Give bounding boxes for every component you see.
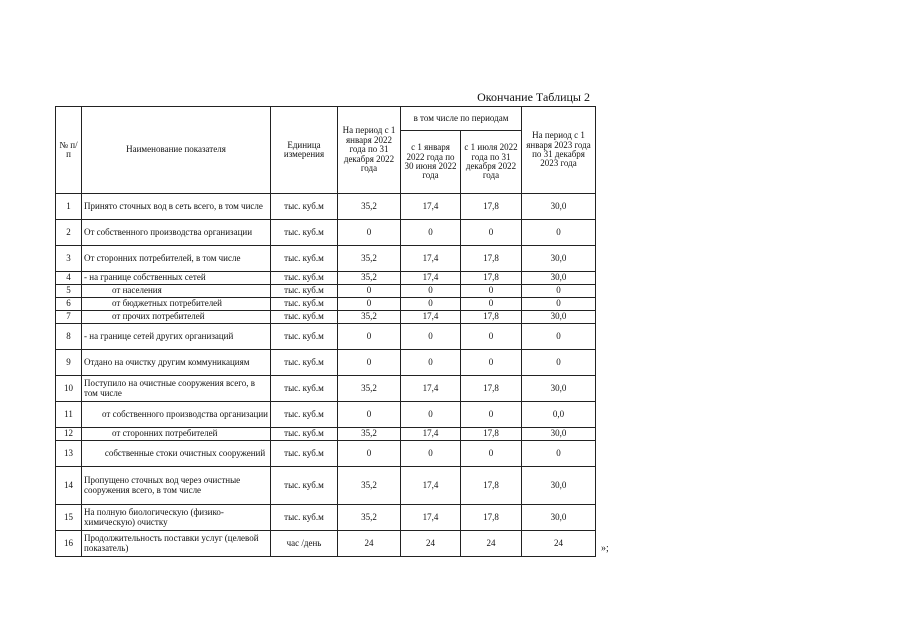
row-number: 14 — [56, 467, 82, 505]
col-header-h2-2022: с 1 июля 2022 года по 31 декабря 2022 года — [461, 131, 522, 194]
row-value-2022: 35,2 — [338, 246, 401, 272]
table-row — [56, 324, 596, 350]
row-value-h2-2022: 17,8 — [461, 194, 522, 220]
row-unit: тыс. куб.м — [271, 272, 338, 285]
table-caption: Окончание Таблицы 2 — [477, 90, 590, 104]
col-header-num: № п/п — [56, 107, 82, 194]
col-header-period-2023: На период с 1 января 2023 года по 31 декабря 2023 года — [522, 107, 596, 194]
row-value-2023: 0 — [522, 285, 596, 298]
row-value-h1-2022: 17,4 — [401, 246, 461, 272]
row-value-h2-2022: 17,8 — [461, 505, 522, 531]
row-value-h1-2022: 0 — [401, 285, 461, 298]
row-indicator-name: От собственного производства организации — [82, 220, 271, 246]
row-value-2023: 30,0 — [522, 505, 596, 531]
row-unit: тыс. куб.м — [271, 441, 338, 467]
row-indicator-name: от собственного производства организации — [82, 402, 271, 428]
row-value-h2-2022: 17,8 — [461, 311, 522, 324]
row-value-h1-2022: 17,4 — [401, 505, 461, 531]
table-row — [56, 246, 596, 272]
row-value-2022: 24 — [338, 531, 401, 557]
row-indicator-name: - на границе сетей других организаций — [82, 324, 271, 350]
row-indicator-name: От сторонних потребителей, в том числе — [82, 246, 271, 272]
row-unit: час /день — [271, 531, 338, 557]
row-unit: тыс. куб.м — [271, 376, 338, 402]
row-value-h1-2022: 17,4 — [401, 311, 461, 324]
row-value-h1-2022: 0 — [401, 220, 461, 246]
row-indicator-name: Принято сточных вод в сеть всего, в том числе — [82, 194, 271, 220]
row-value-2023: 30,0 — [522, 311, 596, 324]
row-unit: тыс. куб.м — [271, 285, 338, 298]
row-value-2022: 0 — [338, 350, 401, 376]
row-number: 2 — [56, 220, 82, 246]
row-number: 4 — [56, 272, 82, 285]
row-number: 16 — [56, 531, 82, 557]
row-indicator-name: собственные стоки очистных сооружений — [82, 441, 271, 467]
table-row — [56, 194, 596, 220]
table-row — [56, 298, 596, 311]
row-value-h1-2022: 0 — [401, 402, 461, 428]
row-value-h1-2022: 24 — [401, 531, 461, 557]
row-indicator-name: от бюджетных потребителей — [82, 298, 271, 311]
col-header-name: Наименование показателя — [82, 107, 271, 194]
row-indicator-name: На полную биологическую (физико-химическую) очистку — [82, 505, 271, 531]
table-row — [56, 376, 596, 402]
row-value-2022: 0 — [338, 441, 401, 467]
row-unit: тыс. куб.м — [271, 324, 338, 350]
row-value-h2-2022: 24 — [461, 531, 522, 557]
row-number: 15 — [56, 505, 82, 531]
closing-quote: »; — [601, 543, 609, 554]
row-value-h1-2022: 17,4 — [401, 376, 461, 402]
header-row-1 — [56, 107, 596, 131]
row-unit: тыс. куб.м — [271, 467, 338, 505]
row-value-2022: 0 — [338, 220, 401, 246]
row-value-h1-2022: 17,4 — [401, 272, 461, 285]
row-unit: тыс. куб.м — [271, 402, 338, 428]
row-value-2022: 0 — [338, 402, 401, 428]
row-value-2023: 30,0 — [522, 467, 596, 505]
row-unit: тыс. куб.м — [271, 194, 338, 220]
table-row — [56, 220, 596, 246]
row-unit: тыс. куб.м — [271, 220, 338, 246]
row-value-2023: 30,0 — [522, 194, 596, 220]
table-row — [56, 272, 596, 285]
row-number: 3 — [56, 246, 82, 272]
row-number: 9 — [56, 350, 82, 376]
row-number: 10 — [56, 376, 82, 402]
row-unit: тыс. куб.м — [271, 505, 338, 531]
row-value-2022: 35,2 — [338, 376, 401, 402]
row-value-2022: 35,2 — [338, 194, 401, 220]
row-value-2023: 0 — [522, 324, 596, 350]
row-value-2022: 35,2 — [338, 428, 401, 441]
row-value-2023: 30,0 — [522, 246, 596, 272]
row-value-2022: 0 — [338, 285, 401, 298]
row-value-2023: 0 — [522, 441, 596, 467]
row-value-h2-2022: 0 — [461, 350, 522, 376]
row-value-h2-2022: 17,8 — [461, 246, 522, 272]
table-row — [56, 285, 596, 298]
table-row — [56, 531, 596, 557]
row-value-h1-2022: 0 — [401, 350, 461, 376]
table-body — [56, 194, 596, 557]
col-header-period-2022: На период с 1 января 2022 года по 31 декабря 2022 года — [338, 107, 401, 194]
row-value-h2-2022: 0 — [461, 324, 522, 350]
row-value-2023: 0,0 — [522, 402, 596, 428]
row-value-2023: 0 — [522, 298, 596, 311]
row-value-h1-2022: 17,4 — [401, 467, 461, 505]
row-unit: тыс. куб.м — [271, 298, 338, 311]
row-value-2022: 0 — [338, 324, 401, 350]
row-value-h1-2022: 0 — [401, 441, 461, 467]
row-number: 6 — [56, 298, 82, 311]
col-header-incl: в том числе по периодам — [401, 107, 522, 131]
row-value-2023: 30,0 — [522, 272, 596, 285]
row-indicator-name: Пропущено сточных вод через очистные сооружения всего, в том числе — [82, 467, 271, 505]
row-indicator-name: - на границе собственных сетей — [82, 272, 271, 285]
row-value-h1-2022: 0 — [401, 324, 461, 350]
row-number: 8 — [56, 324, 82, 350]
row-value-h1-2022: 0 — [401, 298, 461, 311]
table-row — [56, 311, 596, 324]
row-indicator-name: Поступило на очистные сооружения всего, в том числе — [82, 376, 271, 402]
row-indicator-name: от населения — [82, 285, 271, 298]
table-row — [56, 441, 596, 467]
row-number: 7 — [56, 311, 82, 324]
row-unit: тыс. куб.м — [271, 350, 338, 376]
row-value-h2-2022: 0 — [461, 402, 522, 428]
row-value-h2-2022: 0 — [461, 441, 522, 467]
table-row — [56, 467, 596, 505]
row-number: 5 — [56, 285, 82, 298]
row-value-h1-2022: 17,4 — [401, 194, 461, 220]
row-value-2022: 35,2 — [338, 505, 401, 531]
row-value-h2-2022: 17,8 — [461, 467, 522, 505]
row-indicator-name: Отдано на очистку другим коммуникациям — [82, 350, 271, 376]
row-value-h2-2022: 17,8 — [461, 272, 522, 285]
row-number: 13 — [56, 441, 82, 467]
row-value-2022: 35,2 — [338, 467, 401, 505]
row-value-2022: 0 — [338, 298, 401, 311]
row-value-2023: 0 — [522, 220, 596, 246]
row-unit: тыс. куб.м — [271, 246, 338, 272]
row-value-h2-2022: 0 — [461, 220, 522, 246]
row-value-2023: 24 — [522, 531, 596, 557]
row-indicator-name: от сторонних потребителей — [82, 428, 271, 441]
row-number: 11 — [56, 402, 82, 428]
row-value-2023: 0 — [522, 350, 596, 376]
row-number: 12 — [56, 428, 82, 441]
col-header-unit: Единица измерения — [271, 107, 338, 194]
row-number: 1 — [56, 194, 82, 220]
row-value-h2-2022: 0 — [461, 298, 522, 311]
row-value-2023: 30,0 — [522, 376, 596, 402]
row-value-h2-2022: 17,8 — [461, 428, 522, 441]
row-value-2023: 30,0 — [522, 428, 596, 441]
row-value-2022: 35,2 — [338, 311, 401, 324]
table-row — [56, 428, 596, 441]
row-unit: тыс. куб.м — [271, 428, 338, 441]
table-row — [56, 350, 596, 376]
row-value-h1-2022: 17,4 — [401, 428, 461, 441]
col-header-h1-2022: с 1 января 2022 года по 30 июня 2022 года — [401, 131, 461, 194]
row-indicator-name: от прочих потребителей — [82, 311, 271, 324]
row-value-h2-2022: 17,8 — [461, 376, 522, 402]
indicator-table — [55, 106, 596, 557]
row-indicator-name: Продолжительность поставки услуг (целевой показатель) — [82, 531, 271, 557]
row-unit: тыс. куб.м — [271, 311, 338, 324]
row-value-h2-2022: 0 — [461, 285, 522, 298]
table-row — [56, 402, 596, 428]
row-value-2022: 35,2 — [338, 272, 401, 285]
table-row — [56, 505, 596, 531]
